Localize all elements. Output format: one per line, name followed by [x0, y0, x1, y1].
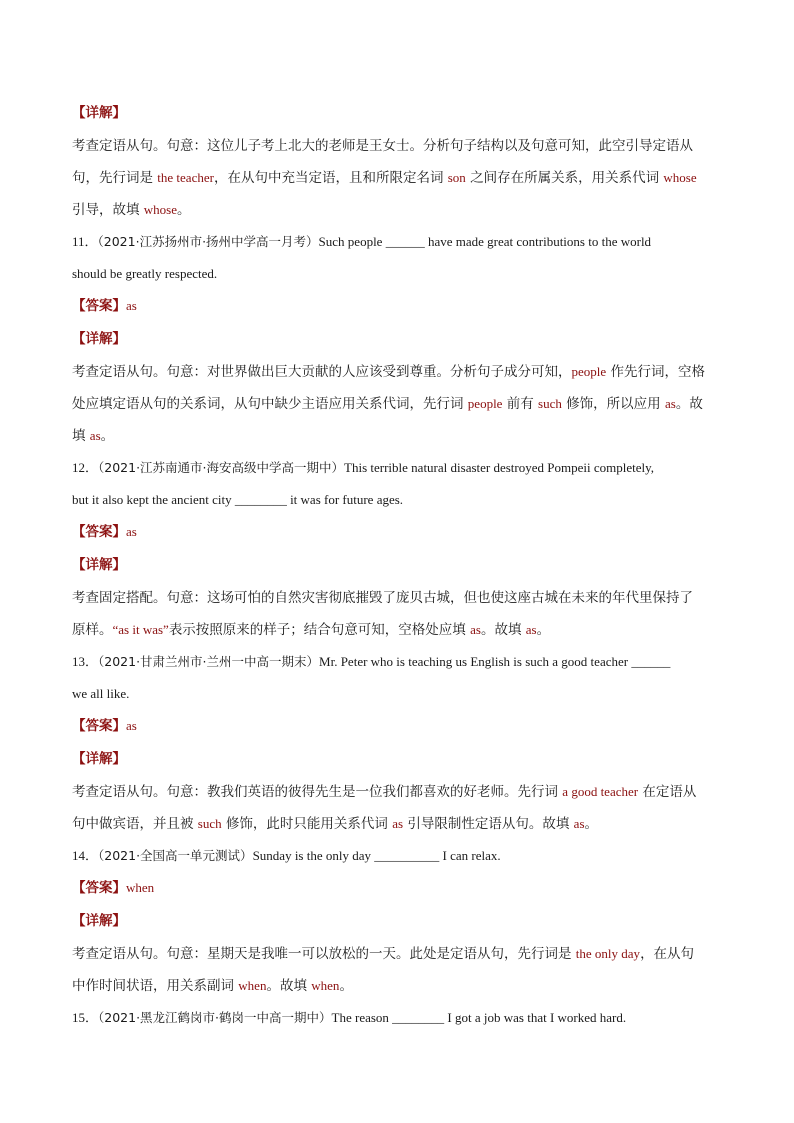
question-11: 11．（2021·江苏扬州市·扬州中学高一月考）Such people ______ have made great contributions to the world	[72, 234, 652, 249]
detail-text: 考查定语从句。句意：教我们英语的彼得先生是一位我们都喜欢的好老师。先行词 a good teacher 在定语从	[72, 784, 697, 800]
question-13-cont: we all like.	[72, 686, 130, 701]
answer-14: 【答案】when	[72, 880, 155, 896]
answer-13: 【答案】as	[72, 718, 137, 734]
answer-11: 【答案】as	[72, 298, 137, 314]
question-15: 15．（2021·黑龙江鹤岗市·鹤岗一中高一期中）The reason ________ I got a job was that I worked hard.	[72, 1010, 627, 1025]
detail-text: 考查固定搭配。句意：这场可怕的自然灾害彻底摧毁了庞贝古城，但也使这座古城在未来的年代里保持了	[72, 590, 693, 606]
detail-text: 引导，故填 whose。	[72, 202, 191, 218]
detail-text: 原样。“as it was”表示按照原来的样子；结合句意可知，空格处应填 as。故填 as。	[72, 622, 551, 638]
detail-heading: 【详解】	[72, 105, 126, 121]
detail-text: 句，先行词是 the teacher，在从句中充当定语，且和所限定名词 son 之间存在所属关系，用关系代词 whose	[72, 170, 697, 186]
detail-text: 填 as。	[72, 428, 115, 444]
detail-text: 中作时间状语，用关系副词 when。故填 when。	[72, 978, 353, 994]
detail-heading: 【详解】	[72, 913, 126, 929]
question-11-cont: should be greatly respected.	[72, 266, 218, 281]
detail-text: 句中做宾语，并且被 such 修饰，此时只能用关系代词 as 引导限制性定语从句。故填 as。	[72, 816, 599, 832]
detail-text: 考查定语从句。句意：这位儿子考上北大的老师是王女士。分析句子结构以及句意可知，此空引导定语从	[72, 138, 693, 154]
question-13: 13．（2021·甘肃兰州市·兰州一中高一期末）Mr. Peter who is teaching us English is such a good teacher ______	[72, 654, 671, 669]
question-14: 14．（2021·全国高一单元测试）Sunday is the only day __________ I can relax.	[72, 848, 501, 863]
detail-heading: 【详解】	[72, 751, 126, 767]
detail-heading: 【详解】	[72, 331, 126, 347]
detail-text: 考查定语从句。句意：星期天是我唯一可以放松的一天。此处是定语从句，先行词是 the only day，在从句	[72, 946, 695, 962]
detail-heading: 【详解】	[72, 557, 126, 573]
detail-text: 考查定语从句。句意：对世界做出巨大贡献的人应该受到尊重。分析句子成分可知，people 作先行词，空格	[72, 364, 705, 380]
question-12-cont: but it also kept the ancient city ________ it was for future ages.	[72, 492, 404, 507]
detail-text: 处应填定语从句的关系词，从句中缺少主语应用关系代词，先行词 people 前有 such 修饰，所以应用 as。故	[72, 396, 703, 412]
answer-12: 【答案】as	[72, 524, 137, 540]
question-12: 12．（2021·江苏南通市·海安高级中学高一期中）This terrible natural disaster destroyed Pompeii completely,	[72, 460, 655, 475]
